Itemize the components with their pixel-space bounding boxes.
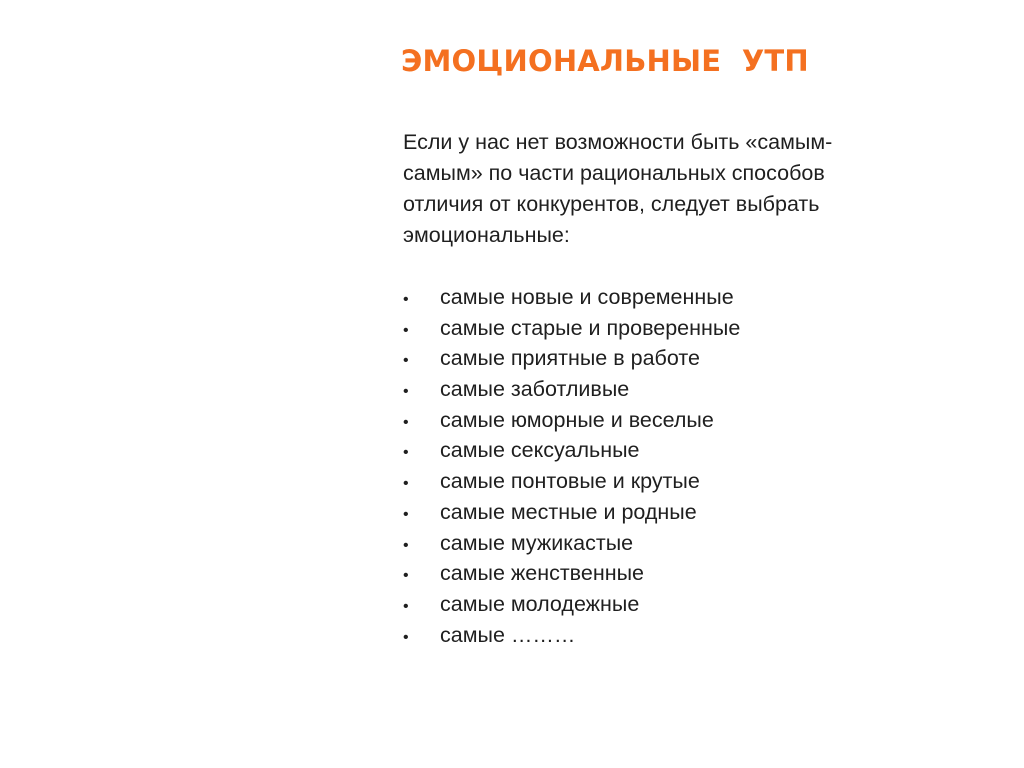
list-item-text: самые молодежные: [440, 591, 640, 616]
bullet-icon: •: [403, 597, 409, 615]
list-item: [403, 558, 740, 589]
list-item: [403, 589, 740, 620]
list-item-text: самые мужикастые: [440, 530, 634, 555]
list-item-text: самые женственные: [440, 561, 644, 586]
bullet-icon: •: [403, 413, 409, 431]
list-item-text: самые ………: [440, 622, 576, 647]
list-item-text: самые понтовые и крутые: [440, 469, 700, 494]
bullet-icon: •: [403, 321, 409, 339]
list-item: [403, 497, 740, 528]
bullet-icon: •: [403, 536, 409, 554]
bullet-icon: •: [403, 567, 409, 585]
intro-line: Если у нас нет возможности быть «самым-: [403, 130, 833, 154]
list-item: [403, 528, 740, 559]
list-item-text: самые новые и современные: [440, 285, 734, 309]
list-item-text: самые старые и проверенные: [440, 315, 741, 340]
bullet-icon: •: [403, 628, 409, 646]
list-item: [403, 466, 740, 497]
list-item: [403, 620, 740, 651]
list-item: [403, 405, 740, 436]
list-item-text: самые местные и родные: [440, 499, 697, 524]
bullet-icon: •: [403, 352, 409, 370]
intro-line: эмоциональные:: [403, 223, 570, 247]
list-item-text: самые сексуальные: [440, 438, 640, 463]
list-item-text: самые заботливые: [440, 377, 630, 402]
list-item: [403, 435, 740, 466]
intro-line: отличия от конкурентов, следует выбрать: [403, 192, 820, 216]
intro-line: самым» по части рациональных способов: [403, 161, 825, 185]
list-item: [403, 313, 740, 344]
intro-paragraph: [403, 127, 963, 251]
bullet-icon: •: [403, 475, 409, 493]
list-item: [403, 282, 740, 313]
list-item-text: самые юморные и веселые: [440, 407, 714, 432]
list-item-text: самые приятные в работе: [440, 346, 700, 371]
bullet-icon: •: [403, 444, 409, 462]
bullet-icon: •: [403, 383, 409, 401]
bullet-icon: •: [403, 505, 409, 523]
bullet-icon: •: [403, 291, 409, 308]
list-item: [403, 374, 740, 405]
slide-title: ЭМОЦИОНАЛЬНЫЕ УТП: [401, 44, 809, 78]
list-item: [403, 343, 740, 374]
bullet-list: [403, 282, 740, 650]
